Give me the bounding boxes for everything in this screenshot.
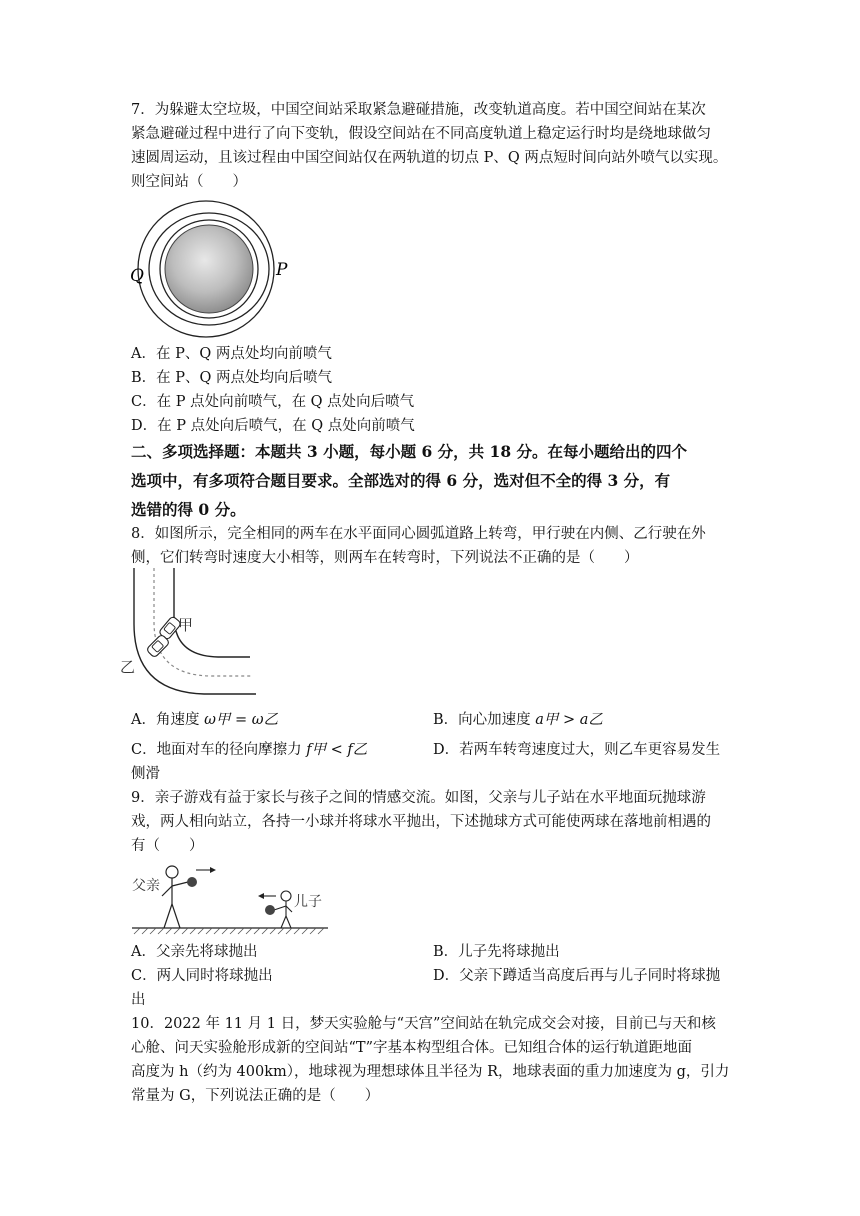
son-label: 儿子 xyxy=(294,894,322,910)
father-arrow-head xyxy=(210,867,216,873)
q8-option-c-math: f甲 < f乙 xyxy=(306,742,368,758)
inner-road-edge xyxy=(174,568,250,657)
q8-option-c-prefix: C．地面对车的径向摩擦力 xyxy=(131,742,307,758)
q7-option-d: D．在 P 点处向后喷气，在 Q 点处向前喷气 xyxy=(131,418,415,434)
section2-line-3: 选错的得 0 分。 xyxy=(131,500,246,519)
point-q-label: Q xyxy=(130,266,144,286)
label-yi: 乙 xyxy=(120,658,136,676)
section2-line-2: 选项中，有多项符合题目要求。全部选对的得 6 分，选对但不全的得 3 分，有 xyxy=(131,471,671,490)
q7-line-3: 速圆周运动，且该过程由中国空间站仅在两轨道的切点 P、Q 两点短时间向站外喷气以实现。 xyxy=(131,150,728,166)
label-jia: 甲 xyxy=(178,616,194,634)
q10-line-3: 高度为 h（约为 400km），地球视为理想球体且半径为 R，地球表面的重力加速度为 g，引力 xyxy=(131,1064,730,1080)
q8-line-1: 8．如图所示，完全相同的两车在水平面同心圆弧道路上转弯，甲行驶在内侧、乙行驶在外 xyxy=(131,526,706,542)
q7-option-c: C．在 P 点处向前喷气，在 Q 点处向后喷气 xyxy=(131,394,415,410)
q8-option-a-math: ω甲 = ω乙 xyxy=(204,712,279,728)
q8-line-2: 侧，它们转弯时速度大小相等，则两车在转弯时，下列说法不正确的是（ ） xyxy=(131,550,639,566)
q9-line-3: 有（ ） xyxy=(131,838,204,854)
q7-option-a: A．在 P、Q 两点处均向前喷气 xyxy=(131,346,332,362)
q8-option-a-prefix: A．角速度 xyxy=(131,712,205,728)
q8-option-c xyxy=(131,738,431,762)
q9-option-d-line-2: 出 xyxy=(131,992,146,1008)
q8-option-b-prefix: B．向心加速度 xyxy=(433,712,536,728)
q9-option-a: A．父亲先将球抛出 xyxy=(131,944,258,960)
father-figure xyxy=(162,866,188,928)
q7-line-4: 则空间站（ ） xyxy=(131,174,247,190)
point-p-label: P xyxy=(276,260,288,280)
son-figure xyxy=(274,891,292,928)
father-label: 父亲 xyxy=(132,878,160,894)
q7-line-1: 7．为躲避太空垃圾，中国空间站采取紧急避碰措施，改变轨道高度。若中国空间站在某次 xyxy=(131,102,706,118)
father-ball xyxy=(187,877,197,887)
q9-option-d-line-1: D．父亲下蹲适当高度后再与儿子同时将球抛 xyxy=(433,968,721,984)
q8-option-b-math: a甲 > a乙 xyxy=(535,712,603,728)
son-ball xyxy=(265,905,275,915)
q8-option-d-line-2: 侧滑 xyxy=(131,766,160,782)
throw-figure xyxy=(130,858,330,938)
q8-option-d-line-1: D．若两车转弯速度过大，则乙车更容易发生 xyxy=(433,742,721,758)
q10-line-4: 常量为 G，下列说法正确的是（ ） xyxy=(131,1088,380,1104)
q8-option-a xyxy=(131,708,431,732)
q10-line-2: 心舱、问天实验舱形成新的空间站“T”字基本构型组合体。已知组合体的运行轨道距地面 xyxy=(131,1040,692,1056)
section2-line-1: 二、多项选择题：本题共 3 小题，每小题 6 分，共 18 分。在每小题给出的四个 xyxy=(131,442,688,461)
q10-line-1: 10．2022 年 11 月 1 日，梦天实验舱与“天宫”空间站在轨完成交会对接，目前已与天和核 xyxy=(131,1016,716,1032)
orbit-figure xyxy=(128,197,298,342)
q7-option-b: B．在 P、Q 两点处均向后喷气 xyxy=(131,370,333,386)
son-arrow-head xyxy=(258,893,264,899)
q9-line-1: 9．亲子游戏有益于家长与孩子之间的情感交流。如图，父亲与儿子站在水平地面玩抛球游 xyxy=(131,790,706,806)
road-figure xyxy=(116,566,266,702)
ground-hatch xyxy=(134,928,324,934)
q9-option-b: B．儿子先将球抛出 xyxy=(433,944,560,960)
q9-option-c: C．两人同时将球抛出 xyxy=(131,968,273,984)
q7-line-2: 紧急避碰过程中进行了向下变轨，假设空间站在不同高度轨道上稳定运行时均是绕地球做匀 xyxy=(131,126,711,142)
earth xyxy=(165,225,253,313)
q9-line-2: 戏，两人相向站立，各持一小球并将球水平抛出，下述抛球方式可能使两球在落地前相遇的 xyxy=(131,814,711,830)
q8-option-b xyxy=(433,708,603,732)
